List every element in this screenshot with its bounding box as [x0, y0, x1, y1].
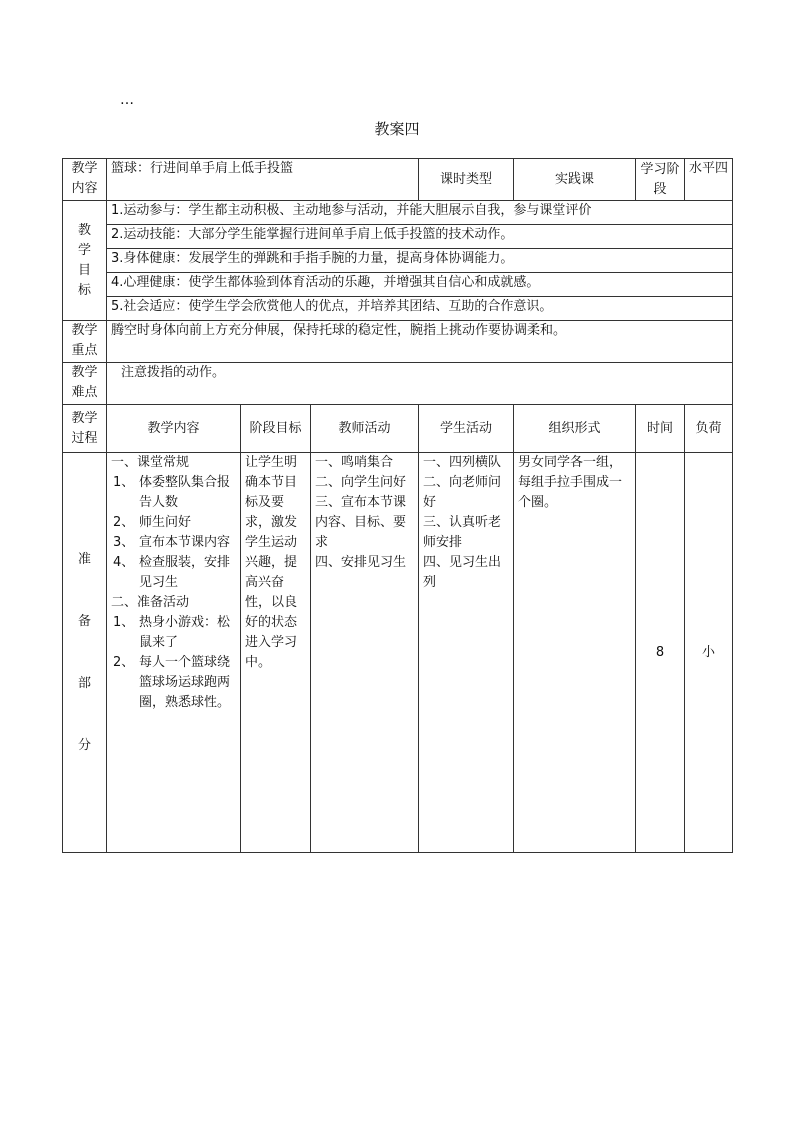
list-item: 一、课堂常规 — [111, 455, 190, 470]
ellipsis-mark: … — [120, 92, 135, 108]
student-step: 二、向老师问好 — [423, 475, 502, 510]
prep-teacher-activity — [311, 453, 419, 853]
student-step: 四、见习生出列 — [423, 555, 502, 590]
prep-label: 准 备 部 分 — [63, 453, 107, 853]
lesson-type-value: 实践课 — [514, 159, 636, 201]
list-item: 2、 每人一个篮球绕篮球场运球跑两圈，熟悉球性。 — [113, 655, 231, 710]
header-teacher-activity: 教师活动 — [311, 405, 419, 453]
prep-time: 8 — [636, 453, 685, 853]
difficulty-row — [63, 363, 733, 405]
list-item: 1、 热身小游戏：松鼠来了 — [113, 615, 231, 650]
difficulty-text: 注意拨指的动作。 — [107, 363, 733, 405]
content-label: 教学 内容 — [63, 159, 107, 201]
goal-item: 5.社会适应：使学生学会欣赏他人的优点，并培养其团结、互助的合作意识。 — [107, 297, 733, 321]
prep-stage-goal: 让学生明确本节目标及要求，激发学生运动兴趣，提高兴奋性，以良好的状态进入学习中。 — [241, 453, 311, 853]
key-point-row — [63, 321, 733, 363]
difficulty-label: 教学 难点 — [63, 363, 107, 405]
document-title: 教案四 — [374, 120, 420, 138]
goal-row — [63, 297, 733, 321]
student-step: 三、认真听老师安排 — [423, 515, 502, 550]
learning-stage-label: 学习阶段 — [636, 159, 685, 201]
teacher-step: 二、向学生问好 — [315, 475, 407, 490]
goal-item: 3.身体健康：发展学生的弹跳和手指手腕的力量，提高身体协调能力。 — [107, 249, 733, 273]
list-item: 二、准备活动 — [111, 595, 190, 610]
prep-student-activity — [419, 453, 514, 853]
goal-row — [63, 201, 733, 225]
list-item: 1、 体委整队集合报告人数 — [113, 475, 231, 510]
header-organization: 组织形式 — [514, 405, 636, 453]
list-item: 4、 检查服装，安排见习生 — [113, 555, 231, 590]
header-time: 时间 — [636, 405, 685, 453]
lesson-plan-table — [62, 158, 733, 853]
header-stage-goal: 阶段目标 — [241, 405, 311, 453]
key-point-text: 腾空时身体向前上方充分伸展，保持托球的稳定性，腕指上挑动作要协调柔和。 — [107, 321, 733, 363]
list-item: 3、 宣布本节课内容 — [113, 535, 231, 550]
student-step: 一、四列横队 — [423, 455, 502, 470]
prep-organization: 男女同学各一组，每组手拉手围成一个圈。 — [514, 453, 636, 853]
goal-item: 2.运动技能：大部分学生能掌握行进间单手肩上低手投篮的技术动作。 — [107, 225, 733, 249]
prep-teaching-content — [107, 453, 241, 853]
content-value: 篮球：行进间单手肩上低手投篮 — [107, 159, 419, 201]
teacher-step: 四、安排见习生 — [315, 555, 407, 570]
goal-row — [63, 273, 733, 297]
header-student-activity: 学生活动 — [419, 405, 514, 453]
key-point-label: 教学 重点 — [63, 321, 107, 363]
prep-row — [63, 453, 733, 853]
goal-row — [63, 249, 733, 273]
teacher-step: 一、鸣哨集合 — [315, 455, 394, 470]
learning-stage-value: 水平四 — [685, 159, 733, 201]
process-header-row — [63, 405, 733, 453]
goal-item: 4.心理健康：使学生都体验到体育活动的乐趣，并增强其自信心和成就感。 — [107, 273, 733, 297]
goals-label: 教 学 目 标 — [63, 201, 107, 321]
list-item: 2、 师生问好 — [113, 515, 192, 530]
goal-row — [63, 225, 733, 249]
goal-item: 1.运动参与：学生都主动积极、主动地参与活动，并能大胆展示自我，参与课堂评价 — [107, 201, 733, 225]
content-row — [63, 159, 733, 201]
prep-load: 小 — [685, 453, 733, 853]
header-teaching-content: 教学内容 — [107, 405, 241, 453]
header-load: 负荷 — [685, 405, 733, 453]
teacher-step: 三、宣布本节课内容、目标、要求 — [315, 495, 407, 550]
lesson-type-label: 课时类型 — [419, 159, 514, 201]
process-label: 教学 过程 — [63, 405, 107, 453]
